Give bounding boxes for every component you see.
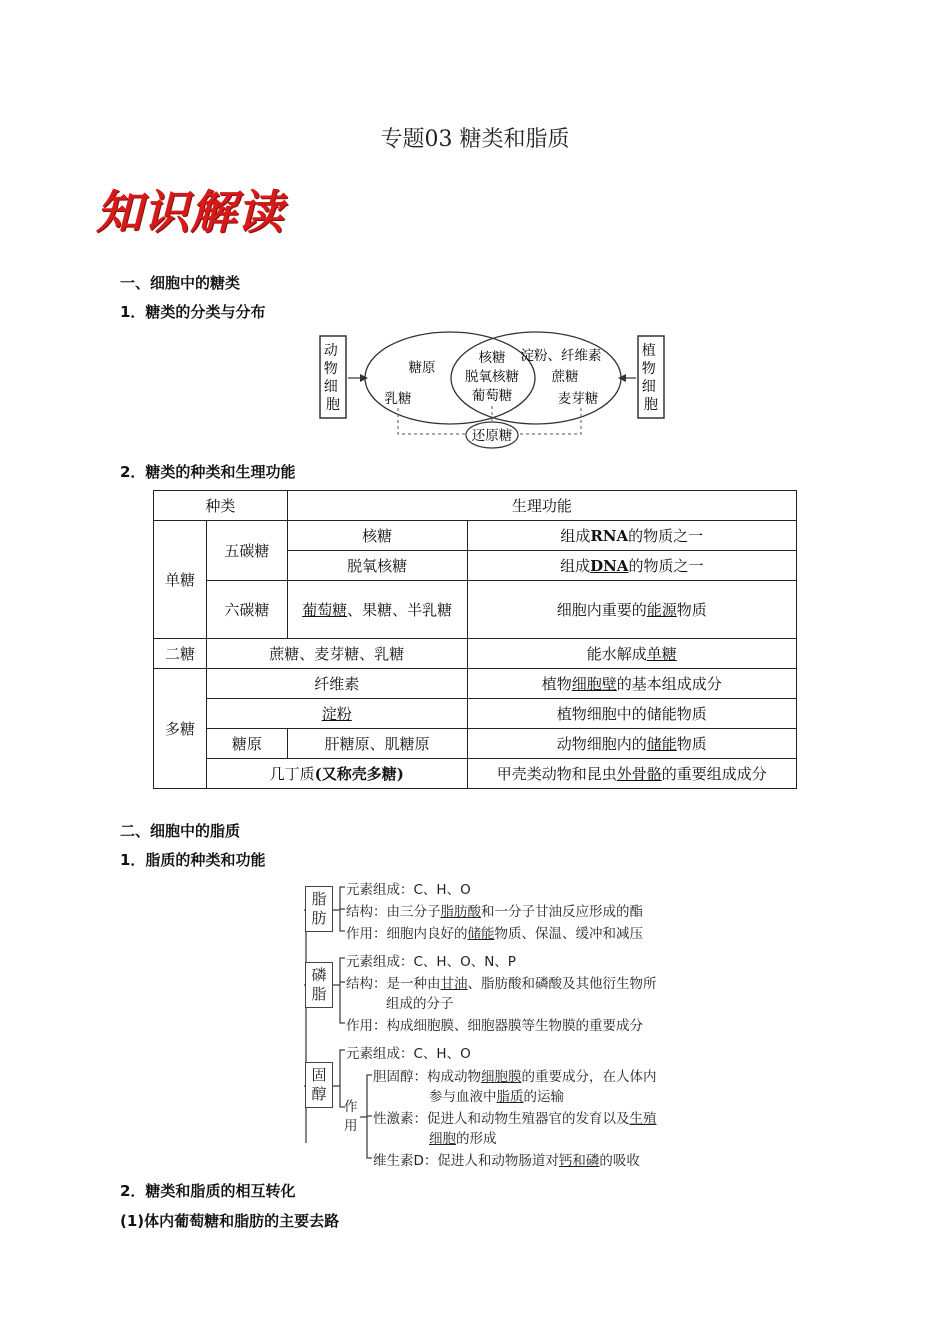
left-arrow-icon <box>360 374 368 382</box>
section1-sub1: 1．糖类的分类与分布 <box>120 303 266 321</box>
section-banner: 知识解读 <box>96 185 284 239</box>
sugar-function-table <box>153 490 797 789</box>
sugar-venn-diagram <box>310 328 680 450</box>
poly-label: 多糖 <box>154 669 207 789</box>
venn-starch-cellulose: 淀粉、纤维素 <box>520 348 602 364</box>
table-row <box>154 669 797 699</box>
starch-cell: 淀粉 <box>206 699 467 729</box>
phospholipid-box: 磷 脂 <box>305 962 333 1008</box>
section2-sub2: 2．糖类和脂质的相互转化 <box>120 1182 296 1200</box>
sex-hormone-line1: 性激素：促进人和动物生殖器官的发育以及生殖 <box>373 1111 657 1127</box>
di-label: 二糖 <box>154 639 207 669</box>
venn-deoxyribose: 脱氧核糖 <box>465 369 519 385</box>
venn-ribose: 核糖 <box>478 350 506 366</box>
header-kind: 种类 <box>154 491 288 521</box>
phospholipid-structure: 结构：是一种由甘油、脂肪酸和磷酸及其他衍生物所 <box>346 976 657 992</box>
cellulose-cell: 纤维素 <box>206 669 467 699</box>
phospholipid-elements: 元素组成：C、H、O、N、P <box>346 954 516 970</box>
venn-reducing-sugar: 还原糖 <box>471 428 513 444</box>
sterol-role-label: 作 用 <box>344 1099 358 1134</box>
glycogen-label: 糖原 <box>206 729 287 759</box>
fat-function: 作用：细胞内良好的储能物质、保温、缓冲和减压 <box>346 926 643 942</box>
deoxy-function: 组成DNA的物质之一 <box>467 551 796 581</box>
section1-sub2: 2．糖类的种类和生理功能 <box>120 463 296 481</box>
plant-char: 植 <box>641 343 656 359</box>
plant-char: 胞 <box>644 397 658 413</box>
table-row <box>154 521 797 551</box>
animal-char: 胞 <box>326 397 340 413</box>
animal-char: 动 <box>323 343 338 359</box>
venn-glycogen: 糖原 <box>408 360 436 376</box>
section2-sub1: 1．脂质的种类和功能 <box>120 851 266 869</box>
lipid-diagram <box>300 876 700 1170</box>
sterol-box: 固 醇 <box>305 1062 333 1108</box>
mono-label: 单糖 <box>154 521 207 639</box>
animal-char: 细 <box>323 379 338 395</box>
fat-box: 脂 肪 <box>305 886 333 932</box>
section2-heading: 二、细胞中的脂质 <box>120 822 241 840</box>
glycogen-function: 动物细胞内的储能物质 <box>467 729 796 759</box>
phospholipid-function: 作用：构成细胞膜、细胞器膜等生物膜的重要成分 <box>346 1018 643 1034</box>
chitin-cell: 几丁质(又称壳多糖) <box>206 759 467 789</box>
pentose-label: 五碳糖 <box>206 521 287 581</box>
right-arrow-icon <box>618 374 626 382</box>
hexose-label: 六碳糖 <box>206 581 287 639</box>
venn-maltose: 麦芽糖 <box>557 391 599 407</box>
plant-char: 物 <box>641 361 656 377</box>
table-row <box>154 759 797 789</box>
venn-lactose: 乳糖 <box>384 391 412 407</box>
section1-heading: 一、细胞中的糖类 <box>120 274 241 292</box>
cellulose-function: 植物细胞壁的基本组成成分 <box>467 669 796 699</box>
starch-function: 植物细胞中的储能物质 <box>467 699 796 729</box>
hexose-cell: 葡萄糖、果糖、半乳糖 <box>287 581 467 639</box>
sex-hormone-line2: 细胞的形成 <box>429 1131 497 1147</box>
glycogen-types: 肝糖原、肌糖原 <box>287 729 467 759</box>
vitamin-d-line: 维生素D：促进人和动物肠道对钙和磷的吸收 <box>373 1153 640 1169</box>
ribose-cell: 核糖 <box>287 521 467 551</box>
fat-structure: 结构：由三分子脂肪酸和一分子甘油反应形成的酯 <box>346 904 643 920</box>
sterol-elements: 元素组成：C、H、O <box>346 1046 471 1062</box>
table-row <box>154 699 797 729</box>
di-types: 蔗糖、麦芽糖、乳糖 <box>206 639 467 669</box>
venn-sucrose: 蔗糖 <box>551 369 579 385</box>
cholesterol-line1: 胆固醇：构成动物细胞膜的重要成分，在人体内 <box>373 1069 657 1085</box>
table-row <box>154 639 797 669</box>
chitin-function: 甲壳类动物和昆虫外骨骼的重要组成成分 <box>467 759 796 789</box>
header-function: 生理功能 <box>287 491 796 521</box>
venn-glucose: 葡萄糖 <box>471 388 513 404</box>
cholesterol-line2: 参与血液中脂质的运输 <box>429 1089 564 1105</box>
table-row <box>154 581 797 639</box>
animal-char: 物 <box>323 361 338 377</box>
phospholipid-structure-line2: 组成的分子 <box>386 996 454 1012</box>
section2-sub3: (1)体内葡萄糖和脂肪的主要去路 <box>120 1212 340 1230</box>
ribose-function: 组成RNA的物质之一 <box>467 521 796 551</box>
deoxy-cell: 脱氧核糖 <box>287 551 467 581</box>
fat-elements: 元素组成：C、H、O <box>346 882 471 898</box>
di-function: 能水解成单糖 <box>467 639 796 669</box>
hexose-function: 细胞内重要的能源物质 <box>467 581 796 639</box>
plant-char: 细 <box>641 379 656 395</box>
page-title: 专题03 糖类和脂质 <box>380 127 570 152</box>
table-row <box>154 729 797 759</box>
table-header-row <box>154 491 797 521</box>
